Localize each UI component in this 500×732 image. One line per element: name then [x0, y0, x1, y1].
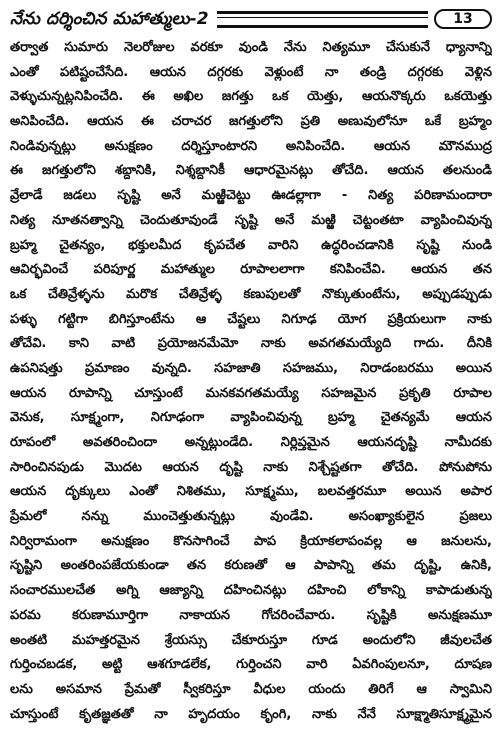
text-line: ఈ జగత్తులోని శబ్దానికి, నిశ్శబ్దానికీ ఆధారమైనట్లు తోచేది. ఆయన తలనుండి — [10, 163, 492, 179]
text-line: ఆవిర్భవించే పరిపూర్ణ మహాత్ముల రూపాలలాగా కనిపించేవి. ఆయన తన — [10, 262, 492, 278]
text-line: లను అసమాన ప్రేమతో స్వీకరిస్తూ వీధుల యందు తిరిగే ఆ స్వామిని — [10, 681, 492, 697]
text-line: సారించినపుడు మొదట ఆయన దృష్టి నాకు నిశ్చేష్టతగా తోచేది. పోనుపోను — [10, 459, 492, 475]
text-line: ఆయన రూపాన్ని చూస్తుంటే మనకవగతమయ్యే సహజమైన ప్రకృతి రూపాల — [10, 385, 492, 401]
text-line: గుర్తించబడక, అట్టి ఆశగూడలేక, గుర్తించని వారి ఏవగింపులనూ, దూషణ — [10, 657, 492, 673]
text-line: నిండివున్నట్లు అనుక్షణం దర్శిస్తూంటారని అనిపించేది. ఆయన మౌనముద్ర — [10, 138, 492, 154]
text-line: వెనుక, సూక్ష్మంగా, నిగూఢంగా వ్యాపించివున్న బ్రహ్మ చైతన్యమే ఆయన — [10, 410, 492, 426]
text-line: ప్రేమలో నన్ను ముంచెత్తుతున్నట్లు వుండేవి. అసంఖ్యాకులైన ప్రజలు — [10, 509, 492, 525]
text-line: నిర్విరామంగా అనుక్షణం కొనసాగించే పాప క్రియాకలాపంవల్ల ఆ జనులను, — [10, 533, 492, 549]
text-line: వ్రేలాడే జడలు సృష్టి అనే మఱ్ఱిచెట్టు ఊడల్లాగా - నిత్య పరిణామందారా — [10, 188, 492, 204]
text-line: తోచేవి. కాని వాటి ప్రయోజనమేమో నాకు అవగతమయ్యేది గాదు. దీనికి — [10, 336, 492, 352]
text-line: చూస్తుంటే కృతజ్ఞతతో నా హృదయం కృంగి, నాకు నేనే సూక్ష్మాతిసూక్ష్మమైన — [10, 706, 492, 722]
page-header — [10, 6, 492, 32]
text-line: పళ్ళు గట్టిగా బిగిస్తూంటేను ఆ చేష్టలు నిగూఢ యోగ ప్రక్రియలుగా నాకు — [10, 311, 492, 327]
text-line: వెళ్ళుచున్నట్లనిపించేది. ఈ అఖిల జగత్తు ఒక యెత్తు, ఆయనొక్కరు ఒకయెత్తు — [10, 89, 492, 105]
text-line: ఎంతో పటిష్టంచేసేది. ఆయన దగ్గరకు వెళ్లుంటే నా తండ్రి దగ్గరకు వెళ్లిన — [10, 64, 492, 80]
page-number: 13 — [434, 9, 492, 29]
text-line: ఉపనిషత్తు ప్రమాణం వున్నది. సహజాతి సహజము, నిరాడంబరము అయిన — [10, 360, 492, 376]
text-line: పరమ కరుణామూర్తిగా నాకాయన గోచరించేవారు. సృష్టికి అనుక్షణమూ — [10, 607, 492, 623]
header-rule — [217, 11, 428, 28]
text-line: సృష్టిని అంతరింపజేయకుండా తన కరుణతో ఆ పాపాన్ని తమ దృష్టి, ఉనికి, — [10, 558, 492, 574]
text-line: ఒక చేతివ్రేళ్ళను మరొక చేతివ్రేళ్ళ కణుపులతో నొక్కుతుంటేను, అప్పుడప్పుడు — [10, 286, 492, 302]
text-line: బ్రహ్మ చైతన్యం, భక్తులమీద కృపచేత వారిని ఉద్ధరించడానికి సృష్టి నుండి — [10, 237, 492, 253]
text-line: అనిపించేది. ఆయన ఈ చరాచర జగత్తులోని ప్రతి అణువులోనూ ఒకే బ్రహ్మం — [10, 114, 492, 130]
text-line: నిత్య నూతనత్వాన్ని చెందుతూవుండే సృష్టి అనే మఱ్ఱి చెట్టంతటా వ్యాపించివున్న — [10, 212, 492, 228]
body-text — [10, 36, 492, 727]
book-title: నేను దర్శించిన మహాత్ములు-2 — [10, 9, 209, 29]
text-line: రూపంలో అవతరించిందా అన్నట్లుండేది. నిర్లిప్తమైన ఆయనదృష్టి నామీదకు — [10, 435, 492, 450]
text-line: అంతటి మహత్తరమైన శ్రేయస్సు చేకూరుస్తూ గూడ అందులోని జీవులచేత — [10, 632, 492, 648]
text-line: తర్వాత సుమారు నెలరోజుల వరకూ వుండి నేను నిత్యమూ చేసుకునే ధ్యానాన్ని — [10, 40, 492, 55]
text-line: ఆయన దృక్కులు ఎంతో నిశితము, సూక్ష్మము, బలవత్తరమూ అయిన అపార — [10, 484, 492, 500]
text-line: సంచారములచేత అగ్ని ఆజ్యాన్ని దహించినట్లు దహించి లోకాన్ని కాపాడుతున్న — [10, 583, 492, 599]
